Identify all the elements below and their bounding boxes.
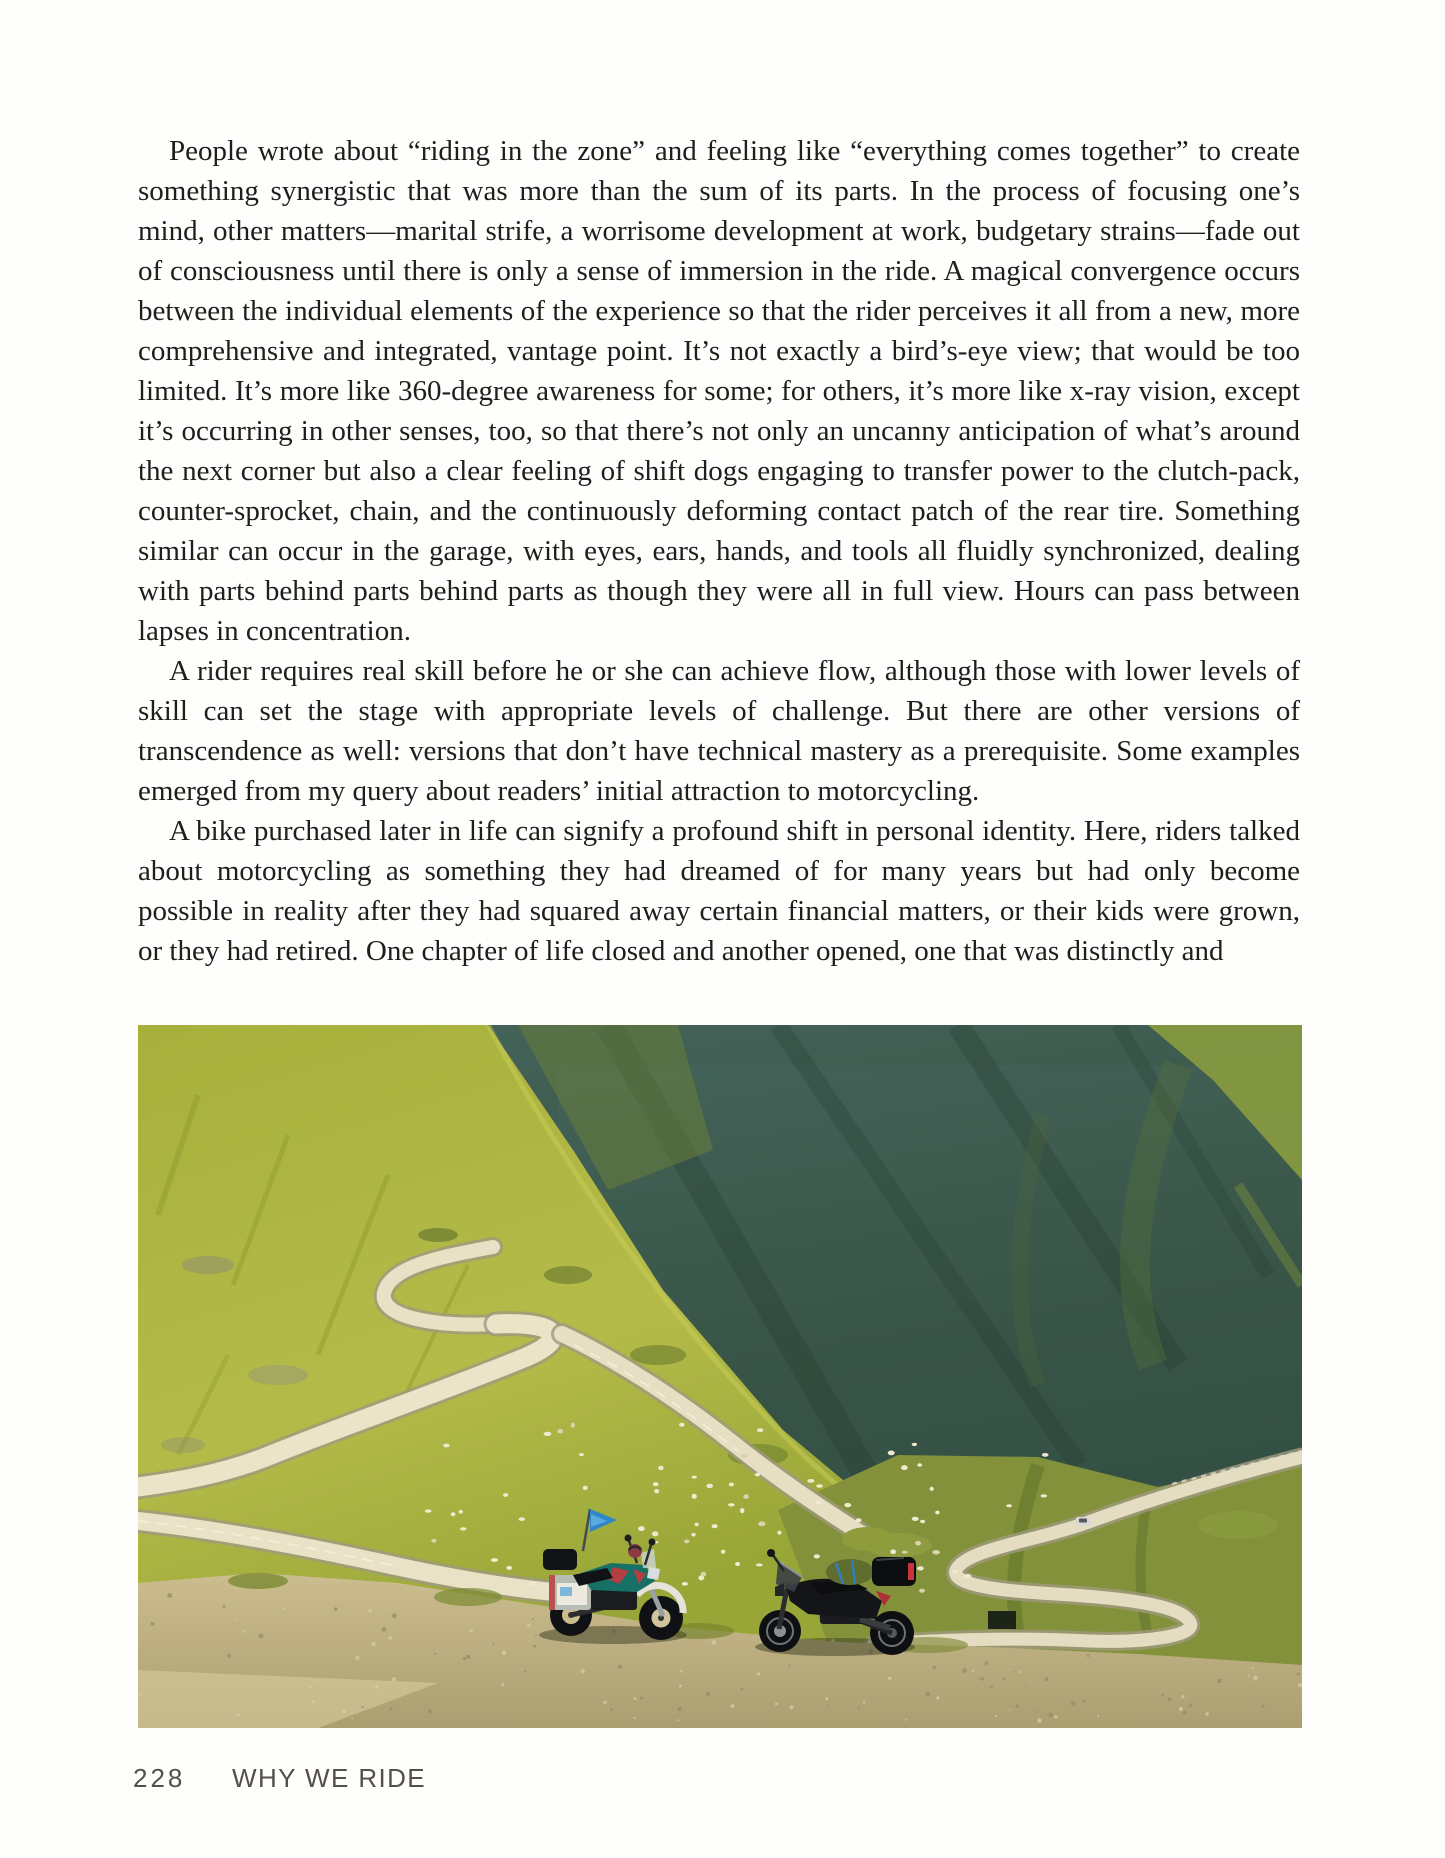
paragraph-2: A rider requires real skill before he or she can achieve flow, although those with lower levels of skill can set the stage with appropriate levels of challenge. But there are other versions of transcendence as well: versions that don’t have technical mastery as a prerequisite. Some examples emerged from my query about readers’ initial attraction to motorcycling. [138, 655, 1300, 807]
running-title: WHY WE RIDE [232, 1763, 427, 1793]
culvert [988, 1611, 1016, 1629]
page-number: 228 [133, 1763, 186, 1793]
paragraph-3: A bike purchased later in life can signify a profound shift in personal identity. Here, riders talked about motorcycling as something they had dreamed of for many years but had only become possible in reality after they had squared away certain financial matters, or their kids were grown, or they had retired. One chapter of life closed and another opened, one that was distinctly and [138, 815, 1300, 967]
mountain-road-illustration [138, 1025, 1302, 1728]
grass-patch [842, 1527, 894, 1551]
photo-motorcycles-mountain-road [138, 1025, 1302, 1728]
paragraph-1: People wrote about “riding in the zone” and feeling like “everything comes together” to create something synergistic that was more than the sum of its parts. In the process of focusing one’s mind, other matters—marital strife, a worrisome development at work, budgetary strains—fade out of consciousness until there is only a sense of immersion in the ride. A magical convergence occurs between the individual elements of the experience so that the rider perceives it all from a new, more comprehensive and integrated, vantage point. It’s not exactly a bird’s-eye view; that would be too limited. It’s more like 360-degree awareness for some; for others, it’s more like x-ray vision, except it’s occurring in other senses, too, so that there’s not only an uncanny anticipation of what’s around the next corner but also a clear feeling of shift dogs engaging to transfer power to the clutch-pack, counter-sprocket, chain, and the continuously deforming contact patch of the rear tire. Something similar can occur in the garage, with eyes, ears, hands, and tools all fluidly synchronized, dealing with parts behind parts behind parts as though they were all in full view. Hours can pass between lapses in concentration. [138, 135, 1300, 647]
body-text [138, 131, 1300, 971]
car-on-road [1076, 1517, 1091, 1526]
page-footer [133, 1763, 426, 1794]
